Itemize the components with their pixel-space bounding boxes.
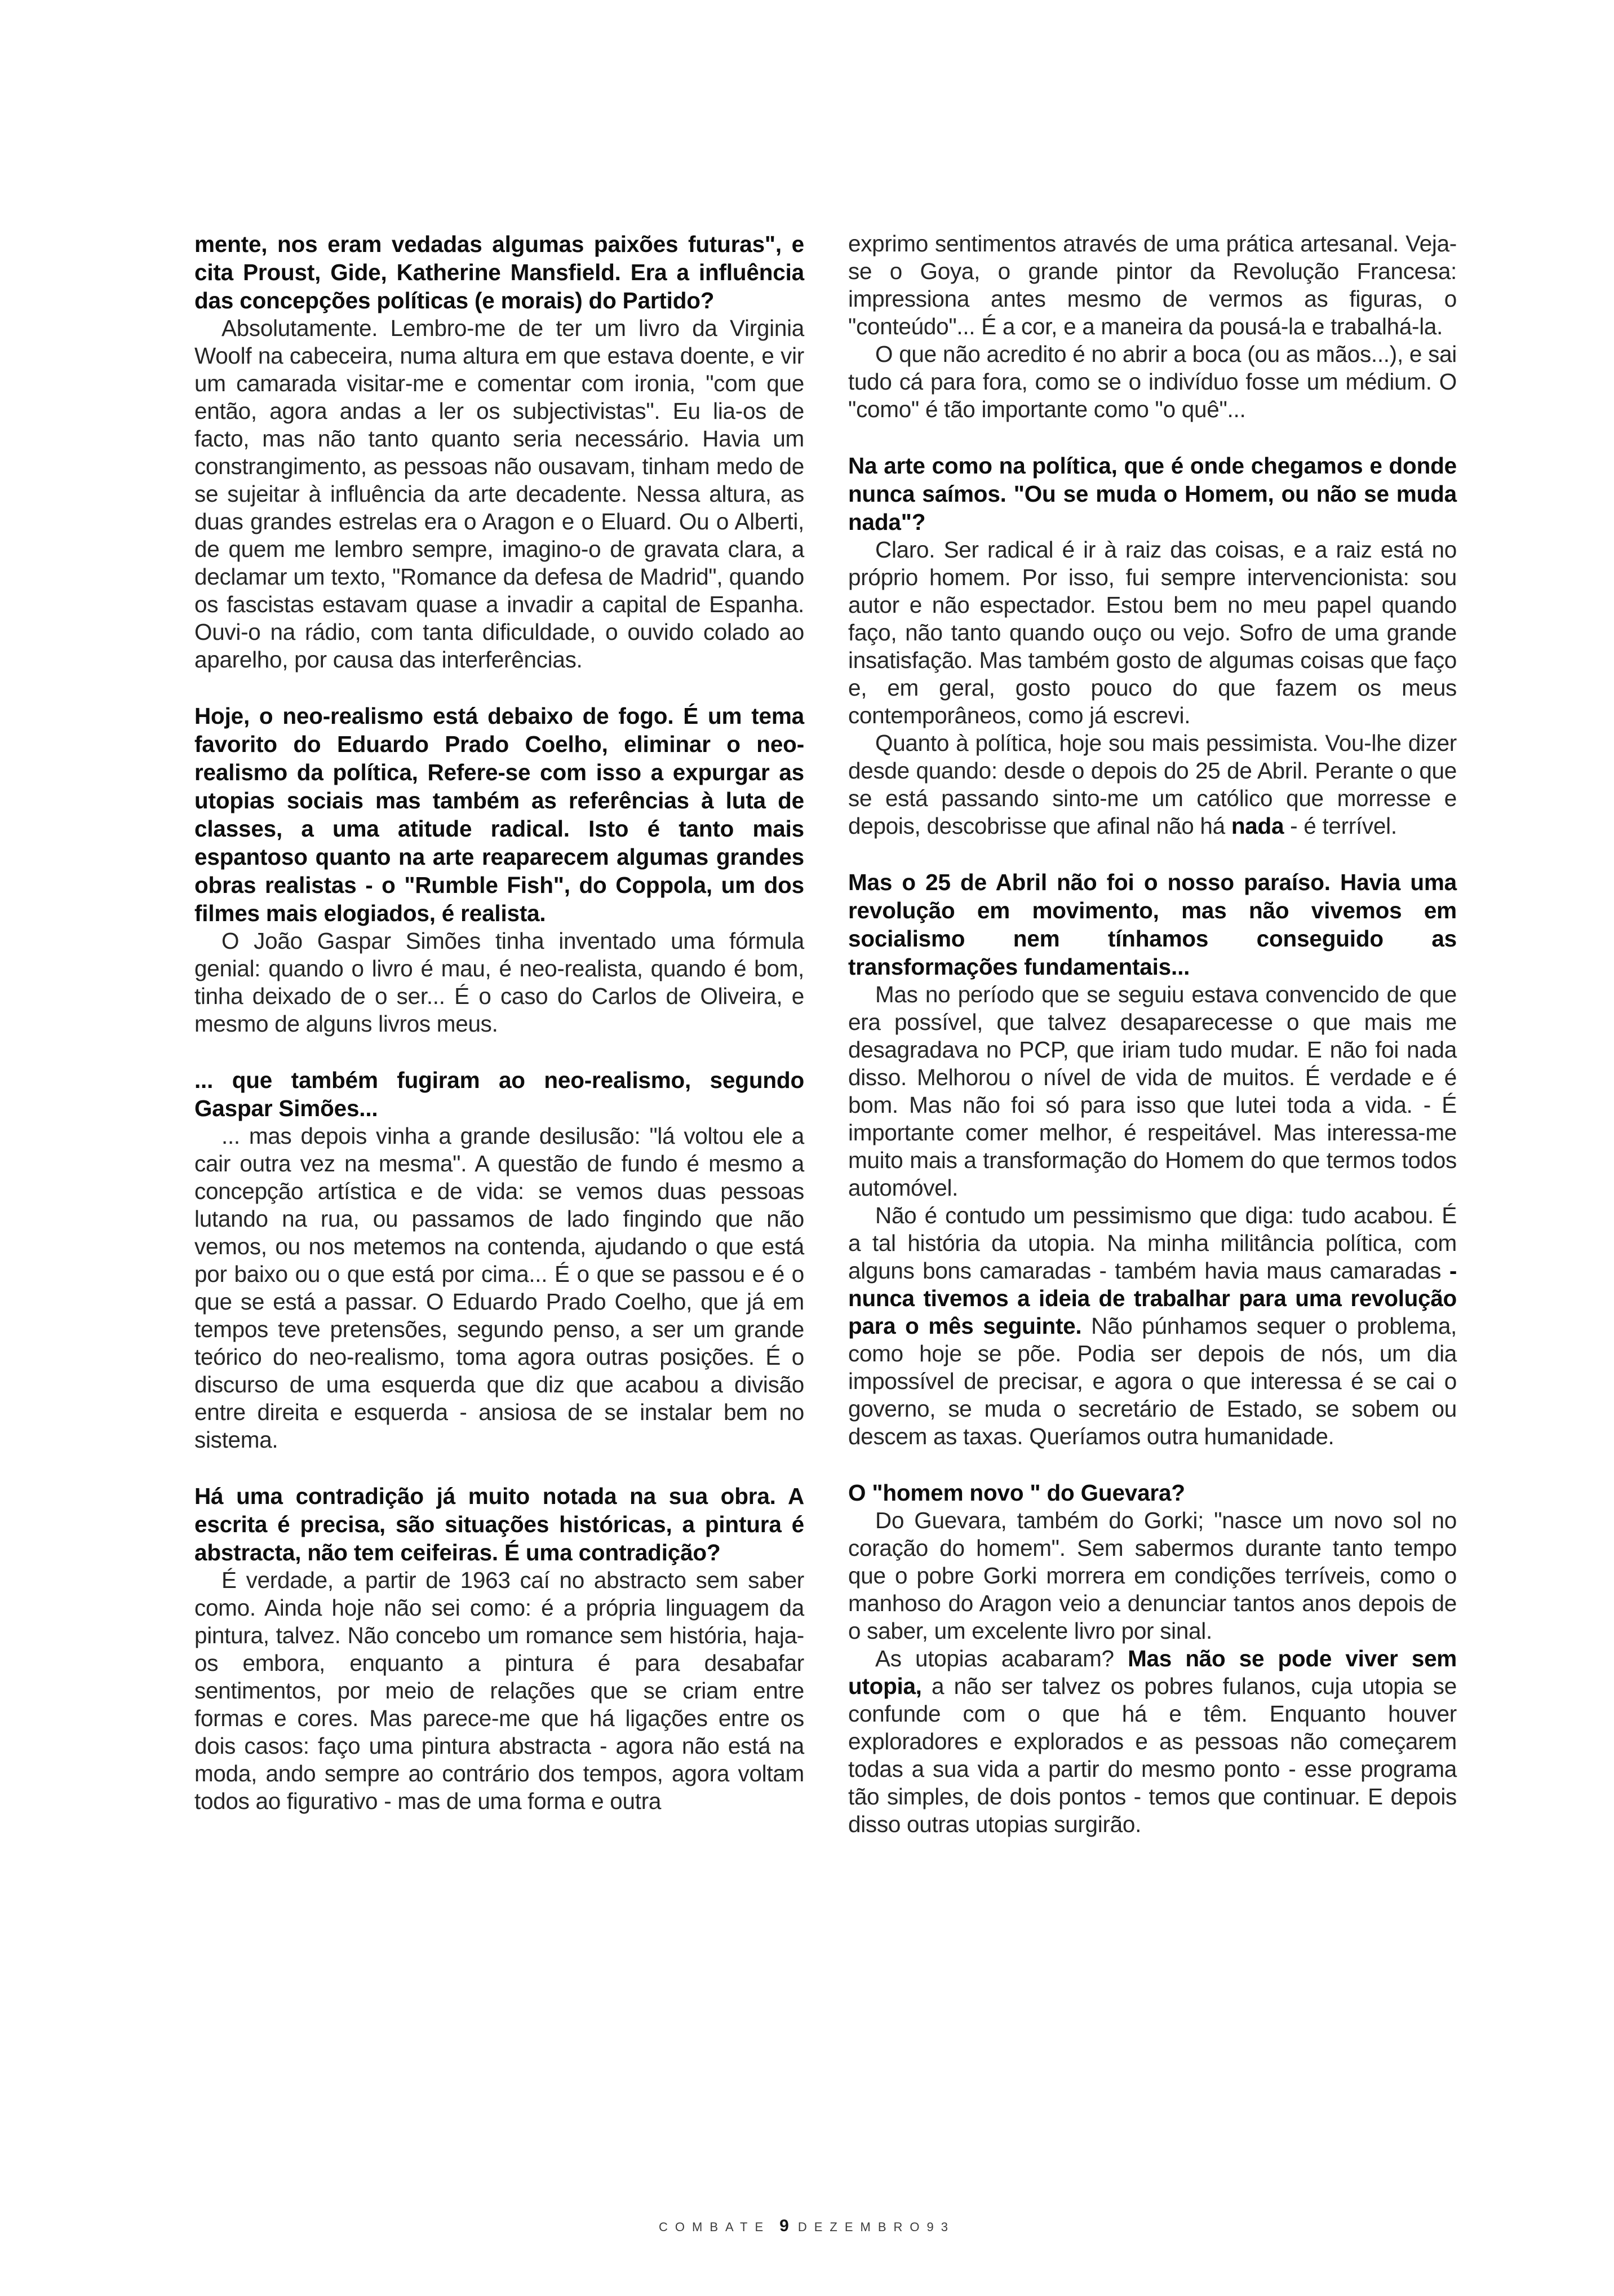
spacer	[848, 423, 1457, 452]
answer-5: Claro. Ser radical é ir à raiz das coisas, e a raiz está no próprio homem. Por isso, fui sempre intervencionista: sou autor e não espectador. Estou bem no meu papel quando faço, não tanto quando ouço ou vejo. Sofro de uma grande insatisfação. Mas também gosto de algumas coisas que faço e, em geral, gosto pouco do que fazem os meus contemporâneos, como já escrevi.	[848, 537, 1457, 728]
question-2: Hoje, o neo-realismo está debaixo de fogo. É um tema favorito do Eduardo Prado Coelho, eliminar o neo-realismo da política, Refere-se com isso a expurgar as utopias sociais mas também as referências à luta de classes, a uma atitude radical. Isto é tanto mais espantoso quanto na arte reaparecem algumas grandes obras realistas - o "Rumble Fish", do Coppola, um dos filmes mais elogiados, é realista.	[194, 703, 804, 926]
answer-6-paragraph-2	[848, 1202, 1457, 1450]
question-6: Mas o 25 de Abril não foi o nosso paraíso. Havia uma revolução em movimento, mas não vivemos em socialismo nem tínhamos conseguido as transformações fundamentais...	[848, 869, 1457, 980]
answer-5-emphasis: nada	[1231, 813, 1284, 839]
question-4: Há uma contradição já muito notada na sua obra. A escrita é precisa, são situações históricas, a pintura é abstracta, não tem ceifeiras. É uma contradição?	[194, 1483, 804, 1565]
answer-7-paragraph-2	[848, 1645, 1457, 1838]
page-number: 9	[779, 2217, 789, 2235]
answer-7-emphasis: Mas não se pode viver sem utopia,	[848, 1645, 1457, 1699]
question-5: Na arte como na política, que é onde chegamos e donde nunca saímos. "Ou se muda o Homem, ou não se muda nada"?	[848, 453, 1457, 535]
spacer	[194, 674, 804, 702]
answer-6: Mas no período que se seguiu estava convencido de que era possível, que talvez desaparecesse o que mais me desagradava no PCP, que iriam tudo mudar. E não foi nada disso. Melhorou o nível de vida de muitos. É verdade e é bom. Mas não foi só para isso que lutei toda a vida. - É importante comer melhor, é respeitável. Mas interessa-me muito mais a transformação do Homem do que termos todos automóvel.	[848, 981, 1457, 1201]
question-7: O "homem novo " do Guevara?	[848, 1480, 1185, 1506]
answer-5-paragraph-2	[848, 729, 1457, 840]
footer-publication: COMBATE	[659, 2220, 771, 2234]
answer-3: ... mas depois vinha a grande desilusão: "lá voltou ele a cair outra vez na mesma". A questão de fundo é mesmo a concepção artística e de vida: se vemos duas pessoas lutando na rua, ou passamos de lado fingindo que não vemos, ou nos metemos na contenda, ajudando o que está por baixo ou o que está por cima... É o que se passou e é o que se está a passar. O Eduardo Prado Coelho, que já em tempos teve pretensões, segundo penso, a ser um grande teórico do neo-realismo, toma agora outras posições. É o discurso de uma esquerda que diz que acabou a divisão entre direita e esquerda - ansiosa de se instalar bem no sistema.	[194, 1123, 804, 1453]
answer-7-text: As utopias acabaram?	[875, 1645, 1128, 1671]
answer-2: O João Gaspar Simões tinha inventado uma fórmula genial: quando o livro é mau, é neo-realista, quando é bom, tinha deixado de o ser... É o caso do Carlos de Oliveira, e mesmo de alguns livros meus.	[194, 928, 804, 1037]
answer-4: É verdade, a partir de 1963 caí no abstracto sem saber como. Ainda hoje não sei como: é a própria linguagem da pintura, talvez. Não concebo um romance sem história, haja-os embora, enquanto a pintura é para desabafar sentimentos, por meio de relações que se criam entre formas e cores. Mas parece-me que há ligações entre os dois casos: faço uma pintura abstracta - agora não está na moda, ando sempre ao contrário dos tempos, agora voltam todos ao figurativo - mas de uma forma e outra	[194, 1567, 804, 1814]
answer-5-text: Quanto à política, hoje sou mais pessimista. Vou-lhe dizer desde quando: desde o depois do 25 de Abril. Perante o que se está passando sinto-me um católico que morresse e depois, descobrisse que afinal não há	[848, 730, 1457, 839]
spacer	[194, 1038, 804, 1066]
spacer	[848, 1450, 1457, 1479]
answer-6-text-end: Não púnhamos sequer o problema, como hoje se põe. Podia ser depois de nós, um dia impossível de precisar, e agora o que interessa é se cai o governo, se muda o secretário de Estado, se sobem ou descem as taxas. Queríamos outra humanidade.	[848, 1313, 1457, 1449]
answer-6-emphasis: -nunca tivemos a ideia de trabalhar para uma revolução para o mês seguinte.	[848, 1258, 1457, 1339]
spacer	[194, 1454, 804, 1482]
left-column	[194, 230, 804, 1815]
answer-6-text: Não é contudo um pessimismo que diga: tudo acabou. É a tal história da utopia. Na minha militância política, com alguns bons camaradas - também havia maus camaradas	[848, 1202, 1457, 1284]
answer-1: Absolutamente. Lembro-me de ter um livro da Virginia Woolf na cabeceira, numa altura em que estava doente, e vir um camarada visitar-me e comentar com ironia, "com que então, agora andas a ler os subjectivistas". Eu lia-os de facto, mas não tanto quanto seria necessário. Havia um constrangimento, as pessoas não ousavam, tinham medo de se sujeitar à influência da arte decadente. Nessa altura, as duas grandes estrelas era o Aragon e o Eluard. Ou o Alberti, de quem me lembro sempre, imagino-o de gravata clara, a declamar um texto, "Romance da defesa de Madrid", quando os fascistas estavam quase a invadir a capital de Espanha. Ouvi-o na rádio, com tanta dificuldade, o ouvido colado ao aparelho, por causa das interferências.	[194, 315, 804, 673]
answer-4-continued: exprimo sentimentos através de uma prática artesanal. Veja-se o Goya, o grande pintor da Revolução Francesa: impressiona antes mesmo de vermos as figuras, o "conteúdo"... É a cor, e a maneira da pousá-la e trabalhá-la.	[848, 231, 1457, 339]
question-3: ... que também fugiram ao neo-realismo, segundo Gaspar Simões...	[194, 1067, 804, 1121]
spacer	[848, 840, 1457, 868]
page-footer	[0, 2217, 1614, 2236]
answer-5-text-end: - é terrível.	[1284, 813, 1397, 839]
answer-4-paragraph-2: O que não acredito é no abrir a boca (ou as mãos...), e sai tudo cá para fora, como se o indivíduo fosse um médium. O "como" é tão importante como "o quê"...	[848, 341, 1457, 422]
footer-date: DEZEMBRO93	[797, 2220, 955, 2234]
answer-7-text-end: a não ser talvez os pobres fulanos, cuja utopia se confunde com o que há e têm. Enquanto houver exploradores e explorados e as pessoas não começarem todas a sua vida a partir do mesmo ponto - esse programa tão simples, de dois pontos - temos que continuar. E depois disso outras utopias surgirão.	[848, 1673, 1457, 1837]
right-column	[848, 230, 1457, 1838]
answer-7: Do Guevara, também do Gorki; "nasce um novo sol no coração do homem". Sem sabermos durante tanto tempo que o pobre Gorki morrera em condições terríveis, como o manhoso do Aragon veio a denunciar tantos anos depois de o saber, um excelente livro por sinal.	[848, 1507, 1457, 1644]
question-1: mente, nos eram vedadas algumas paixões futuras", e cita Proust, Gide, Katherine Mansfield. Era a influência das concepções políticas (e morais) do Partido?	[194, 231, 804, 313]
